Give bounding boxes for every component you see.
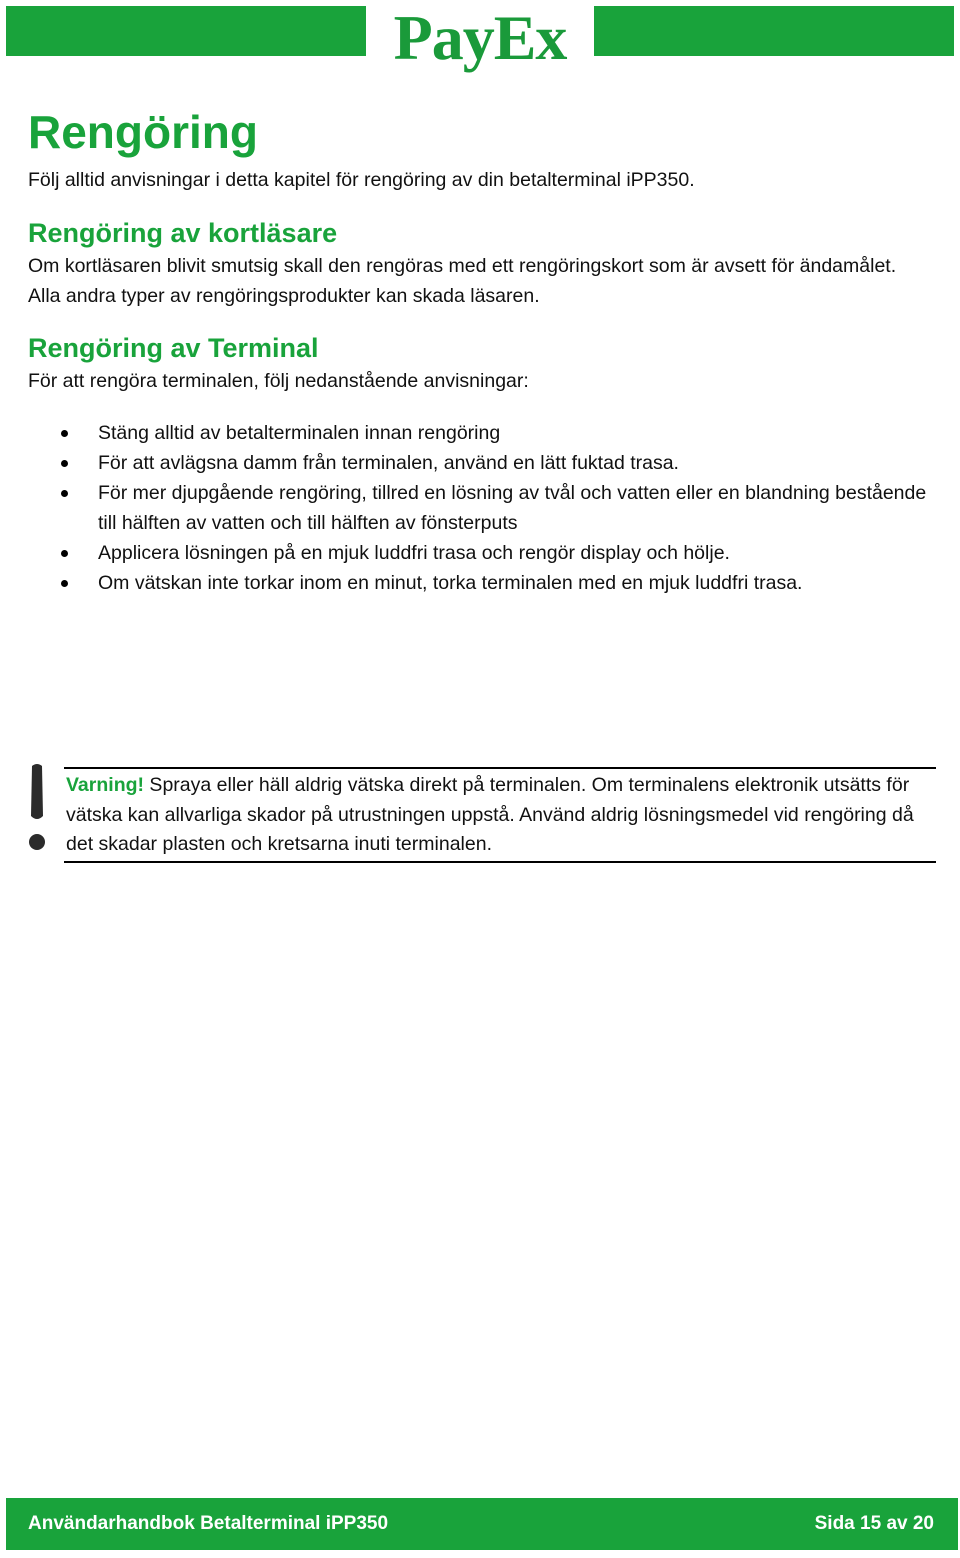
list-item xyxy=(28,478,938,538)
bullet-icon xyxy=(61,430,68,437)
exclamation-icon xyxy=(26,762,48,858)
list-item xyxy=(28,538,938,568)
section-heading-terminal: Rengöring av Terminal xyxy=(28,333,319,363)
warning-box xyxy=(64,767,936,863)
list-item xyxy=(28,418,938,448)
bullet-icon xyxy=(61,460,68,467)
list-item-text: Stäng alltid av betalterminalen innan rengöring xyxy=(98,422,501,444)
cleaning-instructions-list xyxy=(28,418,938,598)
page-title: Rengöring xyxy=(28,106,258,158)
warning-text-block xyxy=(66,771,934,860)
card-reader-text: Om kortläsaren blivit smutsig skall den rengöras med ett rengöringskort som är avsett för ändamålet. Alla andra typer av rengöringsprodukter kan skada läsaren. xyxy=(28,255,897,307)
intro-text: Följ alltid anvisningar i detta kapitel för rengöring av din betalterminal iPP350. xyxy=(28,169,695,191)
list-item-text: För mer djupgående rengöring, tillred en lösning av tvål och vatten eller en blandning bestående till hälften av vatten och till hälften av fönsterputs xyxy=(98,482,927,534)
bullet-icon xyxy=(61,580,68,587)
bullet-icon xyxy=(61,490,68,497)
terminal-intro-text: För att rengöra terminalen, följ nedanstående anvisningar: xyxy=(28,370,529,392)
page-number: Sida 15 av 20 xyxy=(814,1513,934,1534)
header-bar-left xyxy=(6,6,366,56)
list-item-text: Om vätskan inte torkar inom en minut, torka terminalen med en mjuk luddfri trasa. xyxy=(98,572,803,594)
footer-document-title: Användarhandbok Betalterminal iPP350 xyxy=(28,1513,389,1534)
footer-bar xyxy=(6,1498,958,1550)
bullet-icon xyxy=(61,550,68,557)
warning-text: Spraya eller häll aldrig vätska direkt på terminalen. Om terminalens elektronik utsätts för vätska kan allvarliga skador på utrustningen uppstå. Använd aldrig lösningsmedel vid rengöring då det skadar plasten och kretsarna inuti terminalen. xyxy=(66,774,914,855)
list-item-text: Applicera lösningen på en mjuk luddfri trasa och rengör display och hölje. xyxy=(98,542,730,564)
list-item xyxy=(28,448,938,478)
section-heading-card-reader: Rengöring av kortläsare xyxy=(28,218,338,248)
list-item xyxy=(28,568,938,598)
payex-logo: PayEx xyxy=(393,2,567,73)
header-bar-right xyxy=(594,6,954,56)
list-item-text: För att avlägsna damm från terminalen, använd en lätt fuktad trasa. xyxy=(98,452,679,474)
warning-label: Varning! xyxy=(66,774,145,796)
